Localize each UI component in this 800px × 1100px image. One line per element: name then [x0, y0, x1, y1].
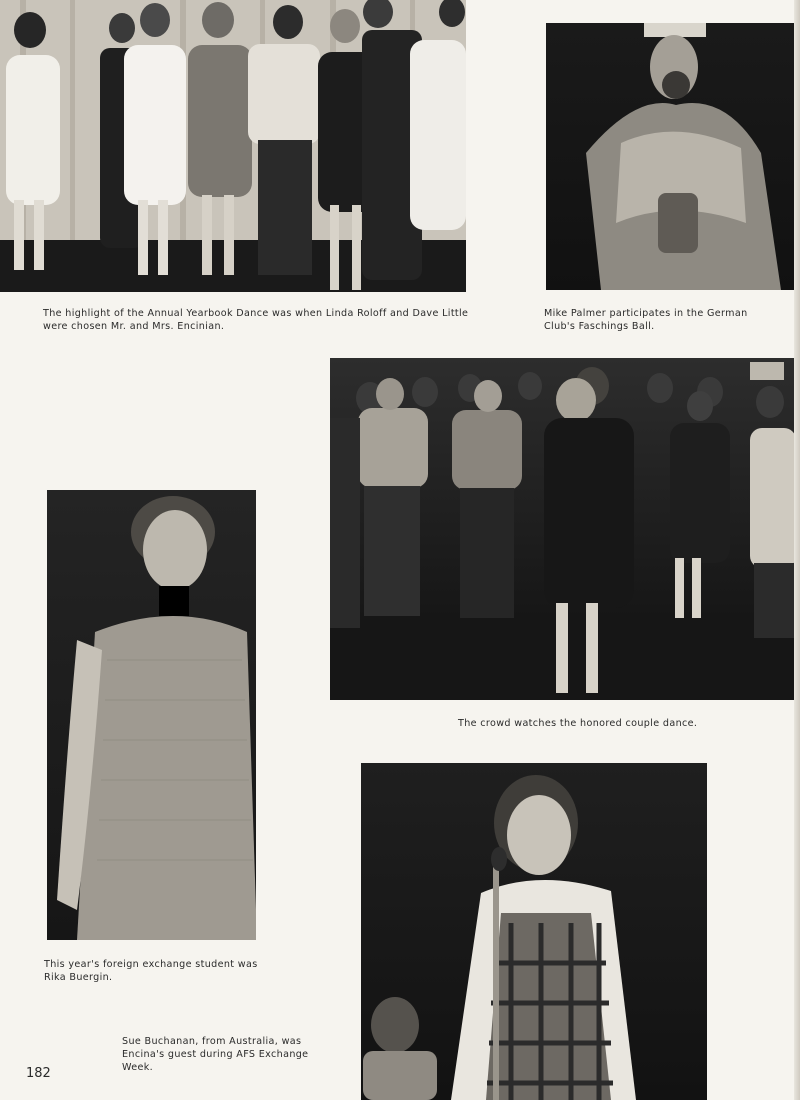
- photo-afs-guest: [361, 763, 707, 1100]
- caption-crowd-dance: The crowd watches the honored couple dance.: [458, 718, 698, 729]
- caption-exchange-student: This year's foreign exchange student was Rika Buergin.: [44, 959, 258, 983]
- costume-king-graphic: [546, 23, 796, 290]
- caption-faschings-ball: Mike Palmer participates in the German Club's Faschings Ball.: [544, 308, 748, 332]
- photo-faschings-ball: [546, 23, 796, 290]
- crowd-scene-graphic: [330, 358, 796, 700]
- page-edge-shadow: [794, 0, 800, 1100]
- stage-scene-graphic: [0, 0, 466, 292]
- photo-yearbook-dance: [0, 0, 466, 292]
- student-portrait-graphic: [47, 490, 256, 940]
- photo-exchange-student: [47, 490, 256, 940]
- caption-afs-guest: Sue Buchanan, from Australia, was Encina's guest during AFS Exchange Week.: [122, 1036, 309, 1073]
- caption-yearbook-dance: The highlight of the Annual Yearbook Dance was when Linda Roloff and Dave Little were chosen Mr. and Mrs. Encinian.: [43, 308, 469, 332]
- photo-crowd-dance: [330, 358, 796, 700]
- page-number: 182: [26, 1066, 51, 1081]
- microphone-speaker-graphic: [361, 763, 707, 1100]
